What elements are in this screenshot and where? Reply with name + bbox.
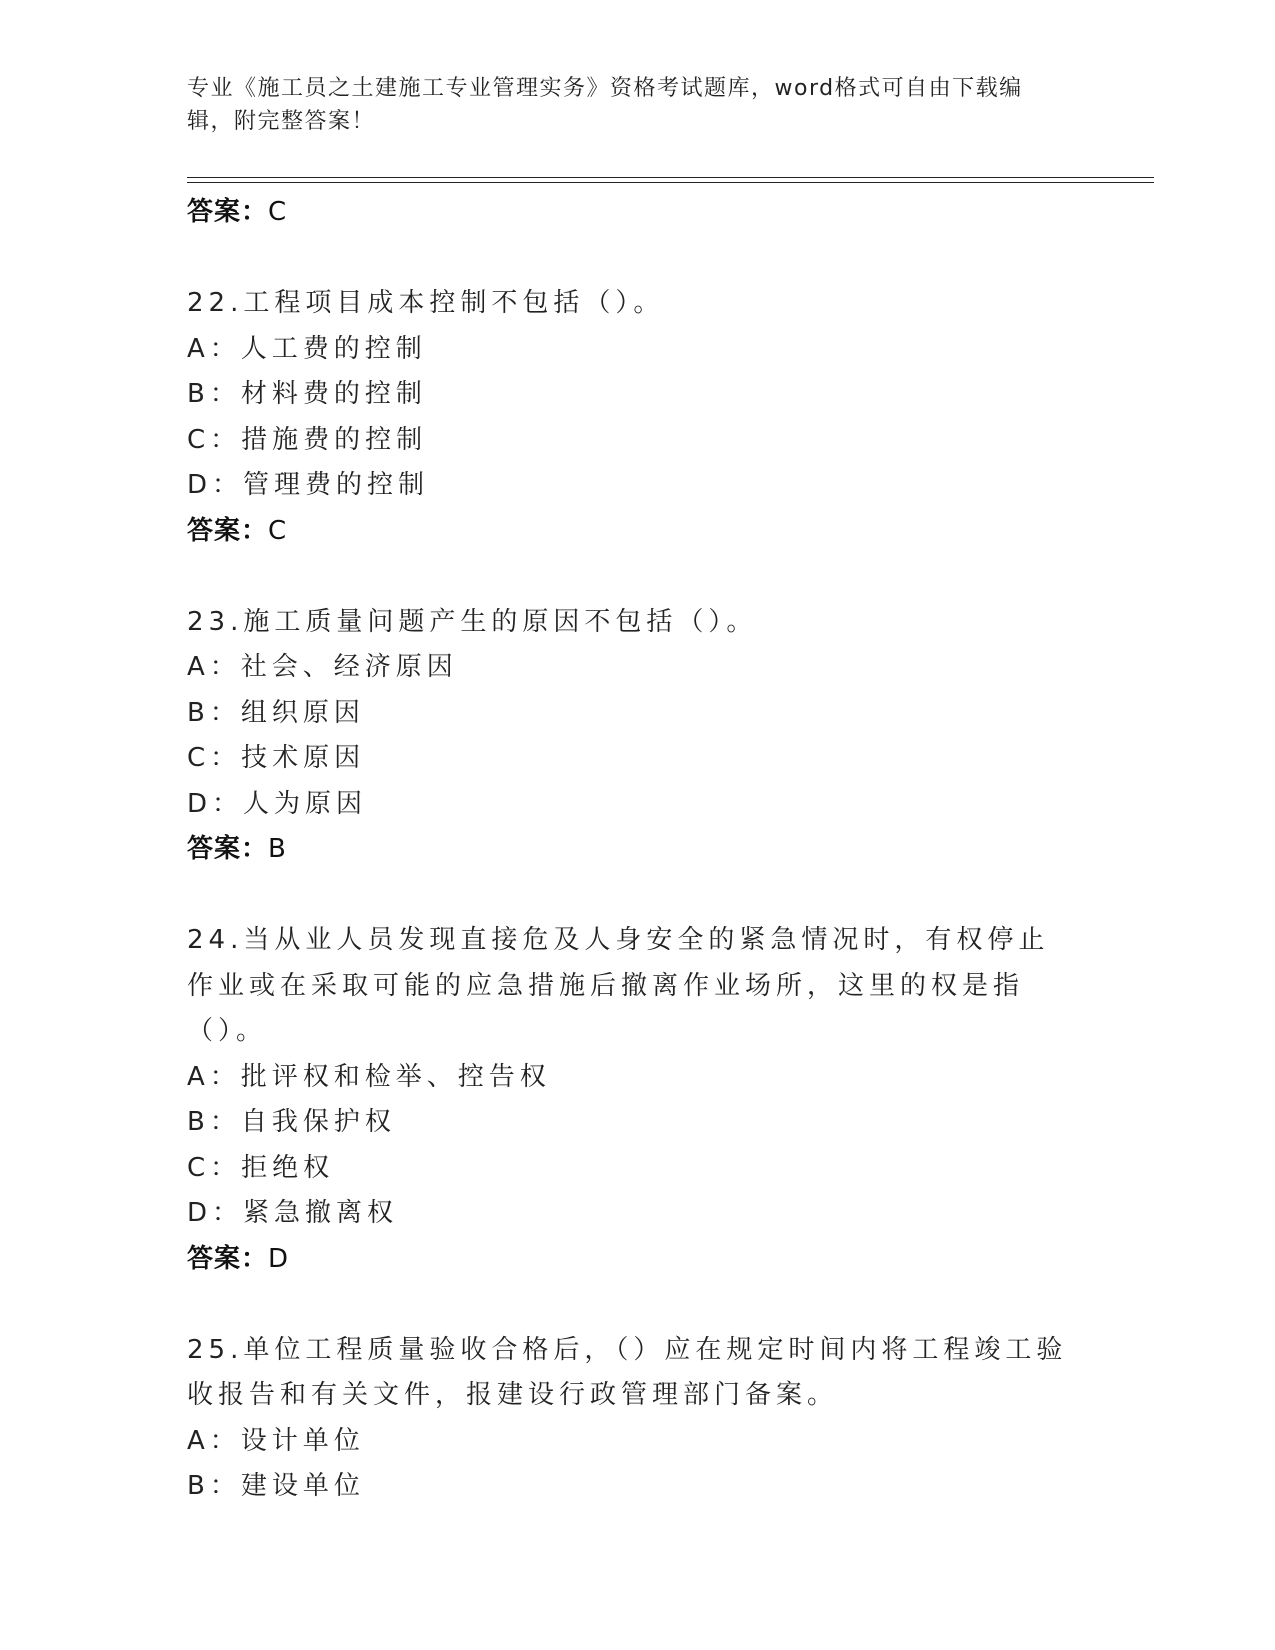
- answer-value: D: [268, 1243, 290, 1274]
- answer-line: [187, 509, 1087, 554]
- option-b: B：材料费的控制: [187, 379, 427, 409]
- question-stem: 24.当从业人员发现直接危及人身安全的紧急情况时，有权停止作业或在采取可能的应急措施后撤离作业场所，这里的权是指（）。: [187, 925, 1050, 1046]
- question-stem: 25.单位工程质量验收合格后，（）应在规定时间内将工程竣工验收报告和有关文件，报建设行政管理部门备案。: [187, 1334, 1068, 1410]
- option-c: C：拒绝权: [187, 1152, 335, 1183]
- header-divider-top: [187, 177, 1154, 178]
- answer-line: [187, 827, 1087, 872]
- question-item: [187, 600, 1087, 873]
- question-item: [187, 281, 1087, 554]
- option-a: A：社会、经济原因: [187, 652, 458, 682]
- answer-value: C: [268, 197, 288, 227]
- question-item: [187, 1328, 1087, 1510]
- option-c: C：技术原因: [187, 743, 366, 773]
- question-list: [187, 190, 1087, 1510]
- answer-line: [187, 190, 1087, 235]
- option-b: B：组织原因: [187, 697, 365, 728]
- option-b: B：自我保护权: [187, 1107, 396, 1137]
- option-d: D：管理费的控制: [187, 470, 430, 500]
- option-a: A：设计单位: [187, 1425, 365, 1456]
- option-d: D：紧急撤离权: [187, 1198, 399, 1228]
- answer-label: 答案：: [187, 515, 269, 546]
- answer-label: 答案：: [187, 834, 269, 864]
- question-stem: 23.施工质量问题产生的原因不包括（）。: [187, 606, 758, 637]
- document-header: 专业《施工员之土建施工专业管理实务》资格考试题库，word格式可自由下载编辑，附完整答案！: [187, 76, 1023, 134]
- answer-value: B: [268, 834, 287, 864]
- option-b: B：建设单位: [187, 1471, 365, 1501]
- option-d: D：人为原因: [187, 788, 368, 819]
- option-a: A：人工费的控制: [187, 333, 427, 364]
- answer-label: 答案：: [187, 1243, 269, 1274]
- answer-label: 答案：: [187, 197, 269, 227]
- question-item: [187, 918, 1087, 1282]
- option-c: C：措施费的控制: [187, 424, 428, 455]
- question-stem: 22.工程项目成本控制不包括（）。: [187, 288, 665, 318]
- answer-value: C: [268, 515, 288, 546]
- answer-line: [187, 1237, 1087, 1282]
- header-divider-bottom: [187, 182, 1154, 183]
- option-a: A：批评权和检举、控告权: [187, 1061, 551, 1092]
